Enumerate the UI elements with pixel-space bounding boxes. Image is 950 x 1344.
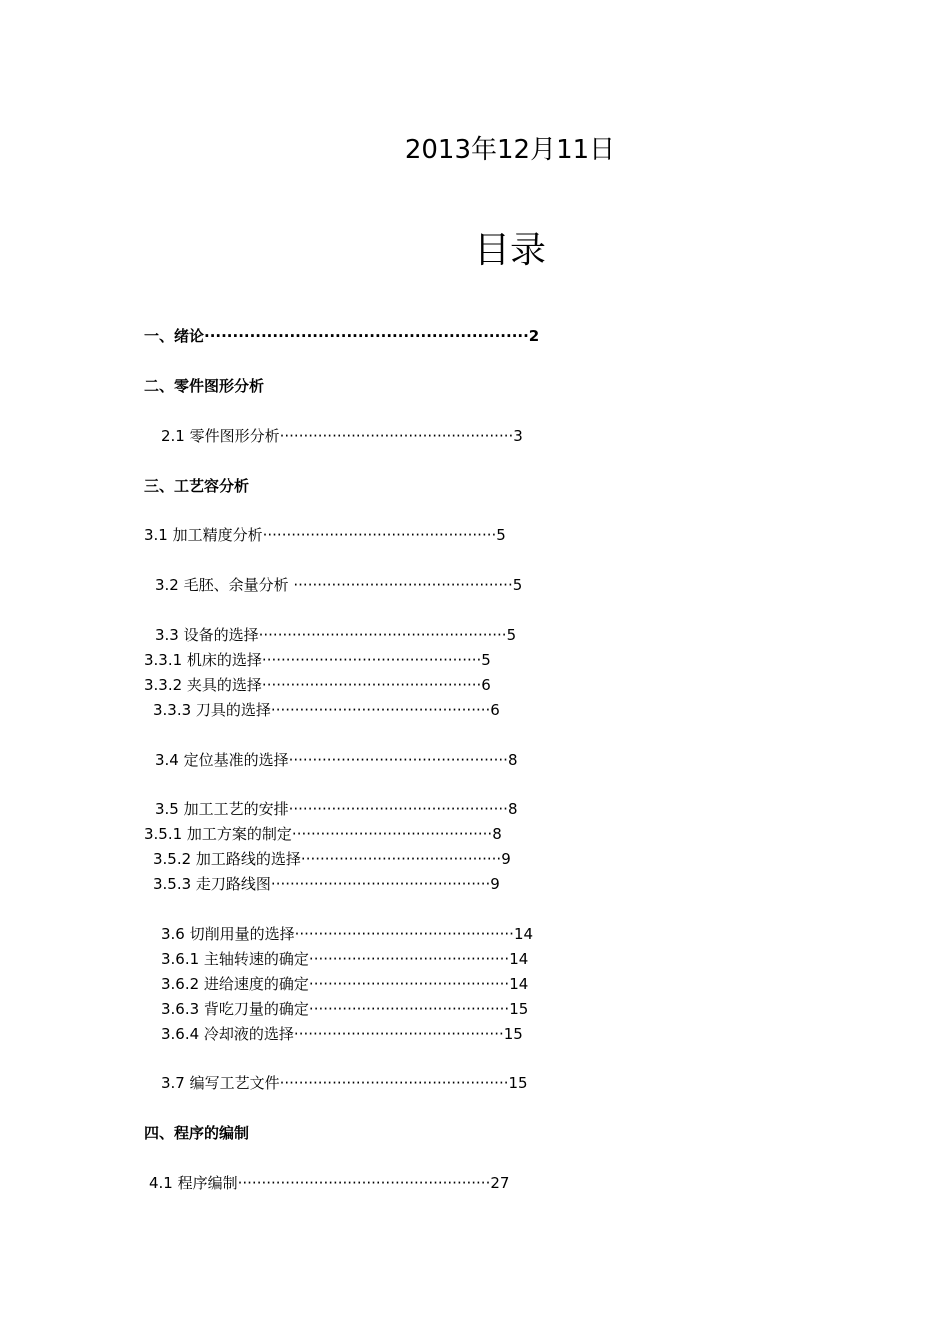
toc-entry-3-1: 3.1 加工精度分析·················································5 [144,526,506,544]
toc-title: 目录 [473,230,546,271]
toc-entry-3-6: 3.6 切削用量的选择··············································14 [161,925,534,943]
toc-entry-3-3: 3.3 设备的选择····················································5 [155,626,517,644]
toc-entry-2-1: 2.1 零件图形分析·················································3 [161,427,523,445]
toc-entry-3-7: 3.7 编写工艺文件················································15 [161,1074,528,1092]
toc-entry-3: 三、工艺容分析 [144,477,250,495]
toc-entry-3-3-3: 3.3.3 刀具的选择··············································6 [153,701,500,719]
toc-entry-3-6-2: 3.6.2 进给速度的确定··········································14 [161,975,529,993]
toc-entry-2: 二、零件图形分析 [144,377,265,395]
toc-entry-3-5-1: 3.5.1 加工方案的制定··········································8 [144,825,502,843]
date-line: 2013年12月11日 [404,135,616,165]
toc-entry-3-3-1: 3.3.1 机床的选择··············································5 [144,651,491,669]
toc-entry-3-6-3: 3.6.3 背吃刀量的确定··········································15 [161,1000,529,1018]
toc-entry-3-3-2: 3.3.2 夹具的选择··············································6 [144,676,491,694]
toc-entry-3-5-3: 3.5.3 走刀路线图··············································9 [153,875,500,893]
toc-entry-3-4: 3.4 定位基准的选择··············································8 [155,751,518,769]
toc-entry-3-5-2: 3.5.2 加工路线的选择··········································9 [153,850,511,868]
toc-entry-3-6-1: 3.6.1 主轴转速的确定··········································14 [161,950,529,968]
toc-entry-4: 四、程序的编制 [144,1124,250,1142]
toc-entry-4-1: 4.1 程序编制·····················································27 [149,1174,510,1192]
toc-entry-1: 一、绪论·························································2 [144,327,540,345]
toc-entry-3-6-4: 3.6.4 冷却液的选择············································15 [161,1025,523,1043]
toc-entry-3-2: 3.2 毛胚、余量分析 ··············································5 [155,576,523,594]
toc-entry-3-5: 3.5 加工工艺的安排··············································8 [155,800,518,818]
